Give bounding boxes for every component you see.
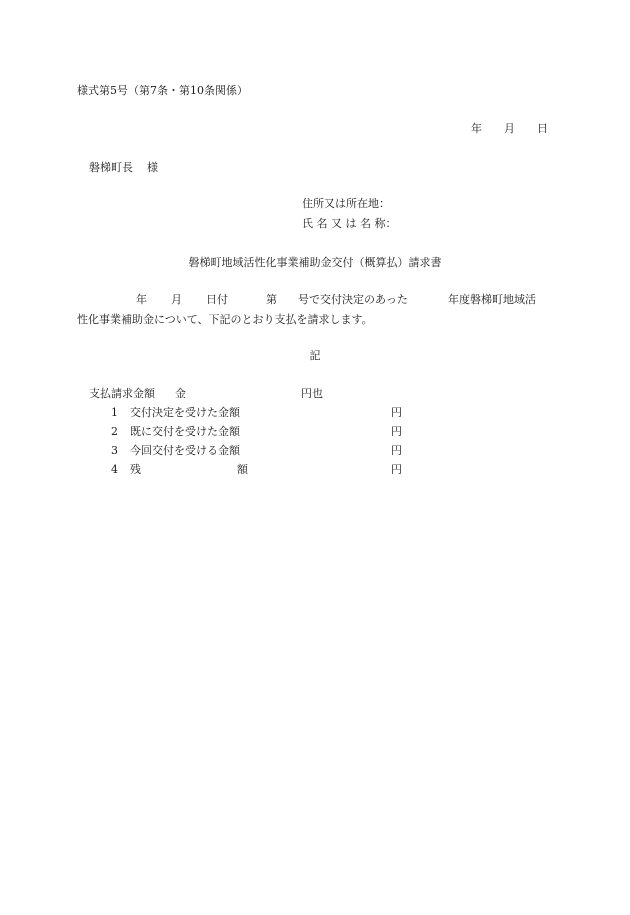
addressee — [89, 162, 158, 173]
item-unit: 円 — [391, 406, 402, 419]
item-number: 3 — [111, 444, 118, 457]
addressee-name: 磐梯町長 — [89, 161, 133, 174]
item-label: 交付決定を受けた金額 — [130, 406, 240, 419]
document-title: 磐梯町地域活性化事業補助金交付（概算払）請求書 — [188, 256, 442, 269]
body-go-clause: 号で交付決定のあった — [298, 293, 408, 306]
body-text-line-1 — [77, 294, 536, 305]
body-year: 年 — [136, 293, 147, 306]
item-unit: 円 — [391, 463, 402, 476]
item-label-part-1: 残 — [130, 463, 141, 476]
request-total-label: 支払請求金額 — [89, 387, 155, 400]
body-fiscal: 年度磐梯町地域活 — [448, 293, 536, 306]
item-label-part-2: 額 — [237, 463, 248, 476]
item-number: 4 — [111, 463, 118, 476]
ki-heading: 記 — [309, 349, 321, 362]
request-total-row — [89, 388, 323, 399]
body-text-line-2: 性化事業補助金について、下記のとおり支払を請求します。 — [77, 313, 373, 326]
item-label: 今回交付を受ける金額 — [130, 444, 240, 457]
body-day-suffix: 日付 — [206, 293, 228, 306]
item-label: 既に交付を受けた金額 — [130, 425, 240, 438]
form-number: 様式第5号（第7条・第10条関係） — [77, 84, 248, 97]
date-line — [471, 123, 548, 134]
date-year: 年 — [471, 122, 482, 135]
item-number: 2 — [111, 425, 118, 438]
name-label: 氏 名 又 は 名 称： — [302, 217, 397, 230]
address-label: 住所又は所在地： — [302, 197, 390, 210]
item-unit: 円 — [391, 444, 402, 457]
request-total-unit: 円也 — [301, 387, 323, 400]
item-number: 1 — [111, 406, 118, 419]
body-dai: 第 — [266, 293, 277, 306]
addressee-honorific: 様 — [147, 161, 158, 174]
request-total-prefix: 金 — [175, 387, 186, 400]
applicant-block — [302, 198, 396, 238]
body-month: 月 — [171, 293, 182, 306]
item-unit: 円 — [391, 425, 402, 438]
date-month: 月 — [504, 122, 515, 135]
date-day: 日 — [537, 122, 548, 135]
